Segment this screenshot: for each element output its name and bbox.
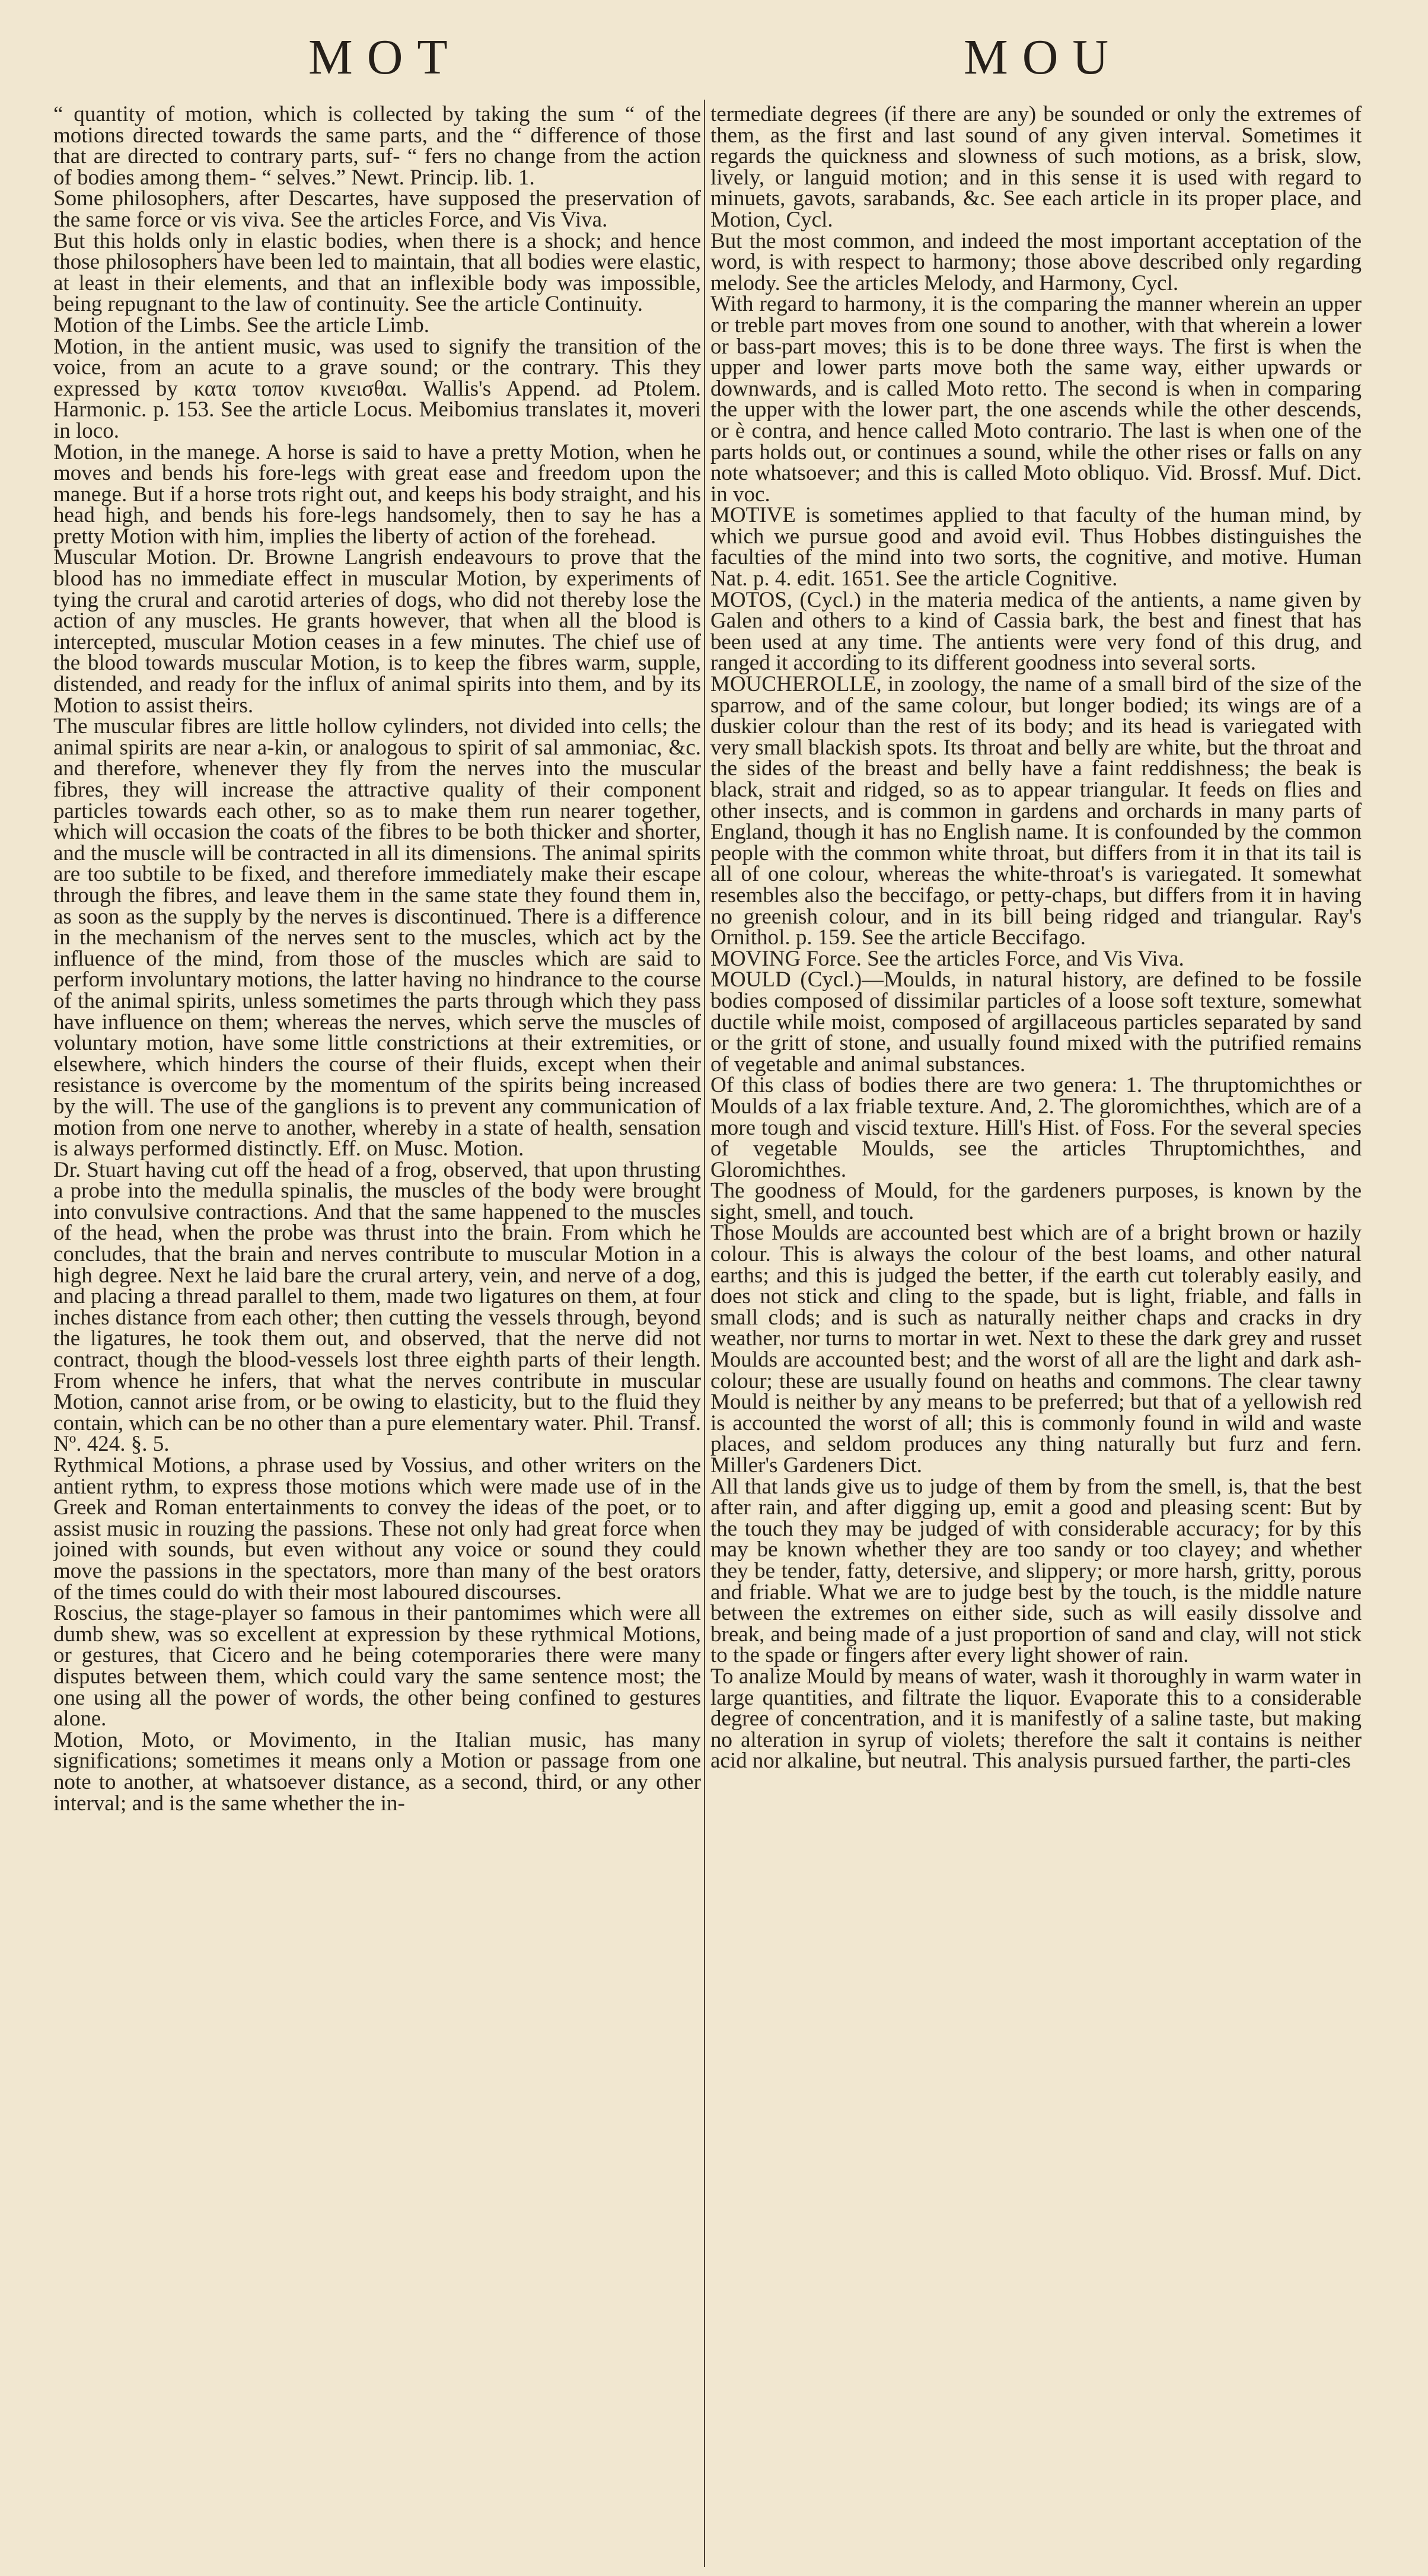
paragraph-mould-goodness: The goodness of Mould, for the gardeners purposes, is known by the sight, smell, and touch.: [710, 1179, 1362, 1224]
entry-mould: MOULD (Cycl.)—Moulds, in natural history, are defined to be fossile bodies composed of dissimilar particles of a loose soft texture, somewhat ductile while moist, composed of argillaceous particles separated by sand or the gritt of stone, and usually found mixed with the putrified remains of vegetable and animal substances.: [710, 967, 1362, 1077]
paragraph-elastic-bodies: But this holds only in elastic bodies, when there is a shock; and hence those philosophers have been led to maintain, that all bodies were elastic, at least in their elements, and that an inflexible body was impossible, being repugnant to the law of continuity. See the article Continuity.: [53, 228, 701, 317]
entry-moucherolle: MOUCHEROLLE, in zoology, the name of a small bird of the size of the sparrow, and of the same colour, but longer bodied; its wings are of a duskier colour than the rest of its body; and its head is variegated with very small blackish spots. Its throat and belly are white, but the throat and the sides of the breast and belly have a faint reddishness; the beak is black, strait and ridged, so as to appear triangular. It feeds on flies and other insects, and is common in gardens and orchards in many parts of England, though it has no English name. It is confounded by the common people with the common white throat, but differs from it in that its tail is all of one colour, whereas the white-throat's is variegated. It somewhat resembles also the beccifago, or petty-chaps, but differs from it in having no greenish colour, and in its bill being ridged and triangular. Ray's Ornithol. p. 159. See the article Beccifago.: [710, 672, 1362, 950]
paragraph-roscius: Roscius, the stage-player so famous in their pantomimes which were all dumb shew, was so excellent at expression by these rythmical Motions, or gestures, that Cicero and he being cotemporaries there were many disputes between them, which could vary the same sentence most; the one using all the power of words, the other being confined to gestures alone.: [53, 1601, 701, 1731]
running-head-right: MOU: [964, 30, 1123, 85]
right-column: [710, 104, 1362, 2565]
paragraph-mould-genera: Of this class of bodies there are two genera: 1. The thruptomichthes or Moulds of a lax friable texture. And, 2. The gloromichthes, which are of a more tough and viscid texture. Hill's Hist. of Foss. For the several species of vegetable Moulds, see the articles Thruptomichthes, and Gloromichthes.: [710, 1073, 1362, 1182]
entry-motive: MOTIVE is sometimes applied to that faculty of the human mind, by which we pursue good and avoid evil. Thus Hobbes distinguishes the faculties of the mind into two sorts, the cognitive, and motive. Human Nat. p. 4. edit. 1651. See the article Cognitive.: [710, 503, 1362, 591]
entry-motion-italian-music: Motion, Moto, or Movimento, in the Italian music, has many significations; sometimes it means only a Motion or passage from one note to another, at whatsoever distance, as a second, third, or any other interval; and is the same whether the in-: [53, 1727, 701, 1816]
running-head-left: MOT: [308, 30, 462, 85]
entry-muscular-motion: Muscular Motion. Dr. Browne Langrish endeavours to prove that the blood has no immediate effect in muscular Motion, by experiments of tying the crural and carotid arteries of dogs, who did not thereby lose the action of any muscles. He grants however, that when all the blood is intercepted, muscular Motion ceases in a few minutes. The chief use of the blood towards muscular Motion, is to keep the fibres warm, supple, distended, and ready for the influx of animal spirits into them, and by its Motion to assist theirs.: [53, 545, 701, 718]
paragraph-mould-smell-touch: All that lands give us to judge of them by from the smell, is, that the best after rain, and after digging up, emit a good and pleasing scent: But by the touch they may be judged of with considerable accuracy; for by this may be known whether they are too sandy or too clayey; and whether they be tender, fatty, detersive, and slippery; or more harsh, gritty, porous and friable. What we are to judge best by the touch, is the middle nature between the extremes on either side, such as will easily dissolve and break, and being made of a just proportion of sand and clay, will not stick to the spade or fingers after every light shower of rain.: [710, 1474, 1362, 1668]
paragraph-intermediate-degrees: termediate degrees (if there are any) be sounded or only the extremes of them, as the first and last sound of any given interval. Sometimes it regards the quickness and slowness of such motions, as a brisk, slow, lively, or languid motion; and in this sense it is used with regard to minuets, gavots, sarabands, &c. See each article in its proper place, and Motion, Cycl.: [710, 104, 1362, 232]
paragraph-quantity-of-motion: “ quantity of motion, which is collected by taking the sum “ of the motions directed towards the same parts, and the “ difference of those that are directed to contrary parts, suf- “ fers no change from the action of bodies among them- “ selves.” Newt. Princip. lib. 1.: [53, 104, 701, 190]
paragraph-harmony-acceptation: But the most common, and indeed the most important acceptation of the word, is with respect to harmony; those above described only regarding melody. See the articles Melody, and Harmony, Cycl.: [710, 228, 1362, 295]
paragraph-dr-stuart: Dr. Stuart having cut off the head of a frog, observed, that upon thrusting a probe into the medulla spinalis, the muscles of the body were brought into convulsive contractions. And that the same happened to the muscles of the head, when the probe was thrust into the brain. From which he concludes, that the brain and nerves contribute to muscular Motion in a high degree. Next he laid bare the crural artery, vein, and nerve of a dog, and placing a thread parallel to them, made two ligatures on them, at four inches distance from each other; then cutting the vessels through, beyond the ligatures, he took them out, and observed, that the nerve did not contract, though the blood-vessels lost three eighth parts of their length. From whence he infers, that what the nerves contribute in muscular Motion, cannot arise from, or be owing to elasticity, but to the fluid they contain, which can be no other than a pure elementary water. Phil. Transf. Nº. 424. §. 5.: [53, 1157, 701, 1457]
left-column: [53, 104, 701, 2565]
entry-motos: MOTOS, (Cycl.) in the materia medica of the antients, a name given by Galen and others to a kind of Cassia bark, the best and finest that has been used at any time. The antients were very fond of this drug, and ranged it according to its different goodness into several sorts.: [710, 587, 1362, 676]
entry-rythmical-motions: Rythmical Motions, a phrase used by Vossius, and other writers on the antient rythm, to express those motions which were made use of in the Greek and Roman entertainments to convey the ideas of the poet, or to assist music in rouzing the passions. These not only had great force when joined with sounds, but even without any voice or sound they could move the passions in the spectators, more than many of the best orators of the times could do with their most laboured discourses.: [53, 1453, 701, 1604]
paragraph-harmony-three-ways: With regard to harmony, it is the comparing the manner wherein an upper or treble part moves from one sound to another, with that wherein a lower or bass-part moves; this is to be done three ways. The first is when the upper and lower parts move both the same way, either upwards or downwards, and is called Moto retto. The second is when in comparing the upper with the lower part, the one ascends while the other descends, or è contra, and hence called Moto contrario. The last is when one of the parts holds out, or continues a sound, while the other rises or falls on any note whatsoever; and this is called Moto obliquo. Vid. Brossf. Muf. Dict. in voc.: [710, 292, 1362, 507]
paragraph-vis-viva: Some philosophers, after Descartes, have supposed the preservation of the same force or vis viva. See the articles Force, and Vis Viva.: [53, 186, 701, 232]
entry-moving-force: MOVING Force. See the articles Force, and Vis Viva.: [710, 946, 1184, 971]
entry-motion-of-limbs: Motion of the Limbs. See the article Limb.: [53, 313, 430, 337]
paragraph-muscular-fibres: The muscular fibres are little hollow cylinders, not divided into cells; the animal spirits are near a-kin, or analogous to spirit of sal ammoniac, &c. and therefore, whenever they fly from the nerves into the muscular fibres, they will increase the attractive quality of their component particles towards each other, so as to make them run nearer together, which will occasion the coats of the fibres to be both thicker and shorter, and the muscle will be contracted in all its dimensions. The animal spirits are too subtile to be fixed, and therefore immediately make their escape through the fibres, and leave them in the same state they found them in, as soon as the supply by the nerves is discontinued. There is a difference in the mechanism of the nerves sent to the muscles, which act by the influence of the mind, from those of the muscles which are said to perform involuntary motions, the latter having no hindrance to the course of the animal spirits, unless sometimes the parts through which they pass have influence on them; whereas the nerves, which serve the muscles of voluntary motion, have some little constrictions at their extremities, or elsewhere, which hinders the course of their fluids, except when their resistance is overcome by the momentum of the spirits being increased by the will. The use of the ganglions is to prevent any communication of motion from one nerve to another, whereby in a state of health, sensation is always performed distinctly. Eff. on Musc. Motion.: [53, 714, 701, 1161]
paragraph-mould-colours: Those Moulds are accounted best which are of a bright brown or hazily colour. This is always the colour of the best loams, and other natural earths; and this is judged the better, if the earth cut tolerably easily, and does not stick and cling to the spade, but is light, friable, and falls in small clods; and is such as naturally neither chaps and cracks in dry weather, nor turns to mortar in wet. Next to these the dark grey and russet Moulds are accounted best; and the worst of all are the light and dark ash-colour; these are usually found on heaths and commons. The clear tawny Mould is neither by any means to be preferred; but that of a yellowish red is accounted the worst of all; this is commonly found in wild and waste places, and seldom produces any thing naturally but furz and fern. Miller's Gardeners Dict.: [710, 1221, 1362, 1478]
paragraph-analize-mould: To analize Mould by means of water, wash it thoroughly in warm water in large quantities, and filtrate the liquor. Evaporate this to a considerable degree of concentration, and it is manifestly of a saline taste, but making no alteration in syrup of violets; therefore the salt it contains is neither acid nor alkaline, but neutral. This analysis pursued farther, the parti-cles: [710, 1664, 1362, 1773]
column-divider: [704, 100, 705, 2567]
entry-motion-manege: Motion, in the manege. A horse is said to have a pretty Motion, when he moves and bends his fore-legs with great ease and freedom upon the manege. But if a horse trots right out, and keeps his body straight, and his head high, and bends his fore-legs handsomely, then to say he has a pretty Motion with him, implies the liberty of action of the forehead.: [53, 440, 701, 549]
entry-motion-antient-music: Motion, in the antient music, was used to signify the transition of the voice, from an acute to a grave sound; or the contrary. This they expressed by κατα τοπον κινεισθαι. Wallis's Append. ad Ptolem. Harmonic. p. 153. See the article Locus. Meibomius translates it, moveri in loco.: [53, 334, 701, 443]
